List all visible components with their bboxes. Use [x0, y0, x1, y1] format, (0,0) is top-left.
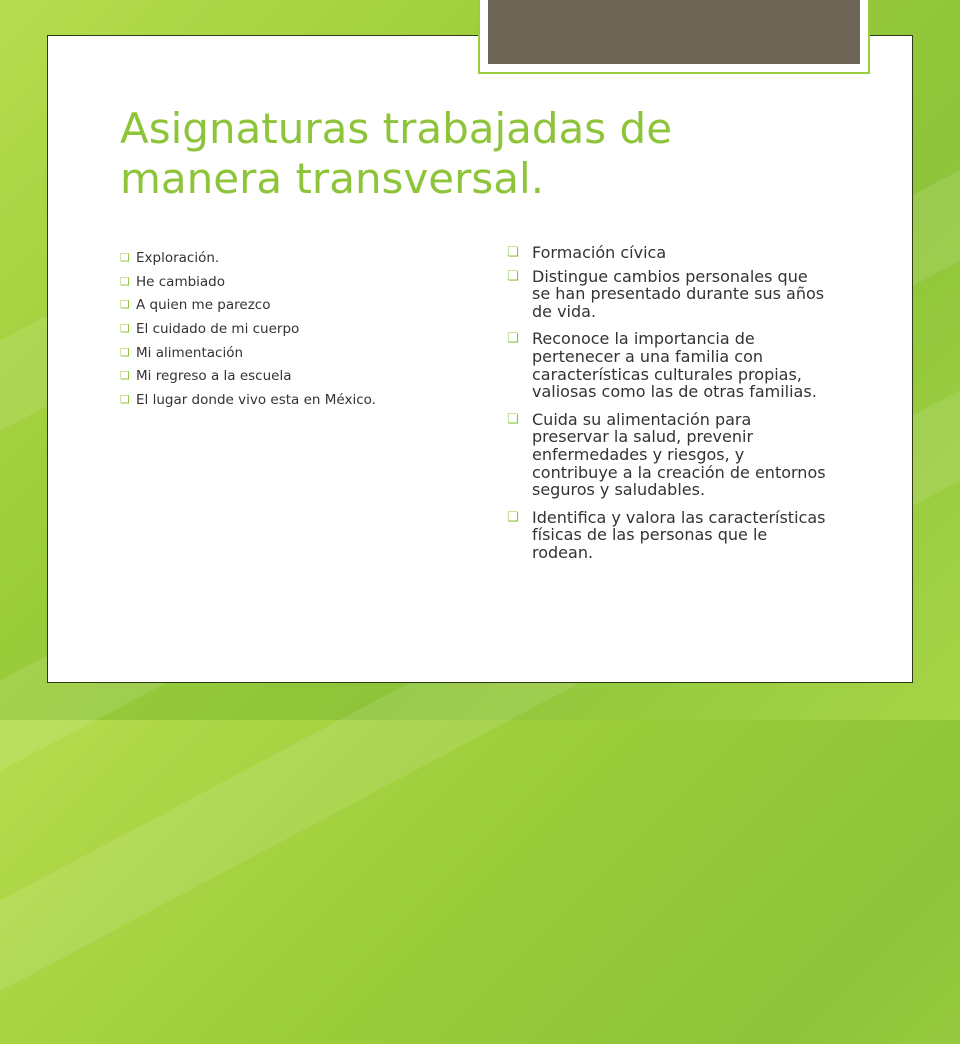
list-item-text: Formación cívica [532, 243, 667, 262]
slide-title [120, 104, 840, 204]
right-bullet-list [507, 244, 829, 572]
bullet-icon: ❏ [120, 369, 130, 383]
bullet-icon: ❏ [507, 331, 519, 347]
list-item-text: He cambiado [136, 273, 226, 290]
bullet-icon: ❏ [507, 411, 519, 427]
list-item-text: Mi alimentación [136, 344, 244, 361]
list-item [120, 321, 450, 345]
bullet-icon: ❏ [120, 393, 130, 407]
list-item [120, 297, 450, 321]
list-item [507, 509, 829, 562]
bullet-icon: ❏ [120, 345, 130, 359]
bullet-icon: ❏ [120, 322, 130, 336]
decorative-tab [488, 0, 860, 64]
bullet-icon: ❏ [507, 268, 519, 284]
list-item [120, 392, 450, 416]
list-item-text: A quien me parezco [136, 297, 271, 314]
list-item [507, 330, 829, 400]
list-item [507, 244, 829, 262]
bullet-icon: ❏ [120, 298, 130, 312]
list-item-text: Mi regreso a la escuela [136, 368, 292, 385]
list-item [120, 368, 450, 392]
slide-title-line: Asignaturas trabajadas de [120, 104, 673, 153]
bullet-icon: ❏ [507, 245, 519, 260]
list-item [120, 345, 450, 369]
list-item [120, 274, 450, 298]
bullet-icon: ❏ [120, 274, 130, 288]
slide-title-line: manera transversal. [120, 154, 545, 203]
list-item [120, 250, 450, 274]
left-bullet-list [120, 250, 450, 416]
list-item [507, 411, 829, 499]
list-item-text: El cuidado de mi cuerpo [136, 321, 300, 338]
list-item-text: Cuida su alimentación para preservar la salud, prevenir enfermedades y riesgos, y contribuye a la creación de entornos seguros y saludables. [532, 409, 826, 500]
list-item-text: Distingue cambios personales que se han presentado durante sus años de vida. [532, 266, 825, 321]
list-item-text: Reconoce la importancia de pertenecer a una familia con características culturales propias, valiosas como las de otras familias. [532, 329, 817, 402]
bullet-icon: ❏ [507, 509, 519, 525]
list-item-text: Identifica y valora las características físicas de las personas que le rodean. [532, 507, 826, 562]
list-item-text: Exploración. [136, 250, 220, 266]
list-item-text: El lugar donde vivo esta en México. [136, 392, 376, 409]
list-item [507, 268, 829, 321]
bullet-icon: ❏ [120, 251, 130, 264]
